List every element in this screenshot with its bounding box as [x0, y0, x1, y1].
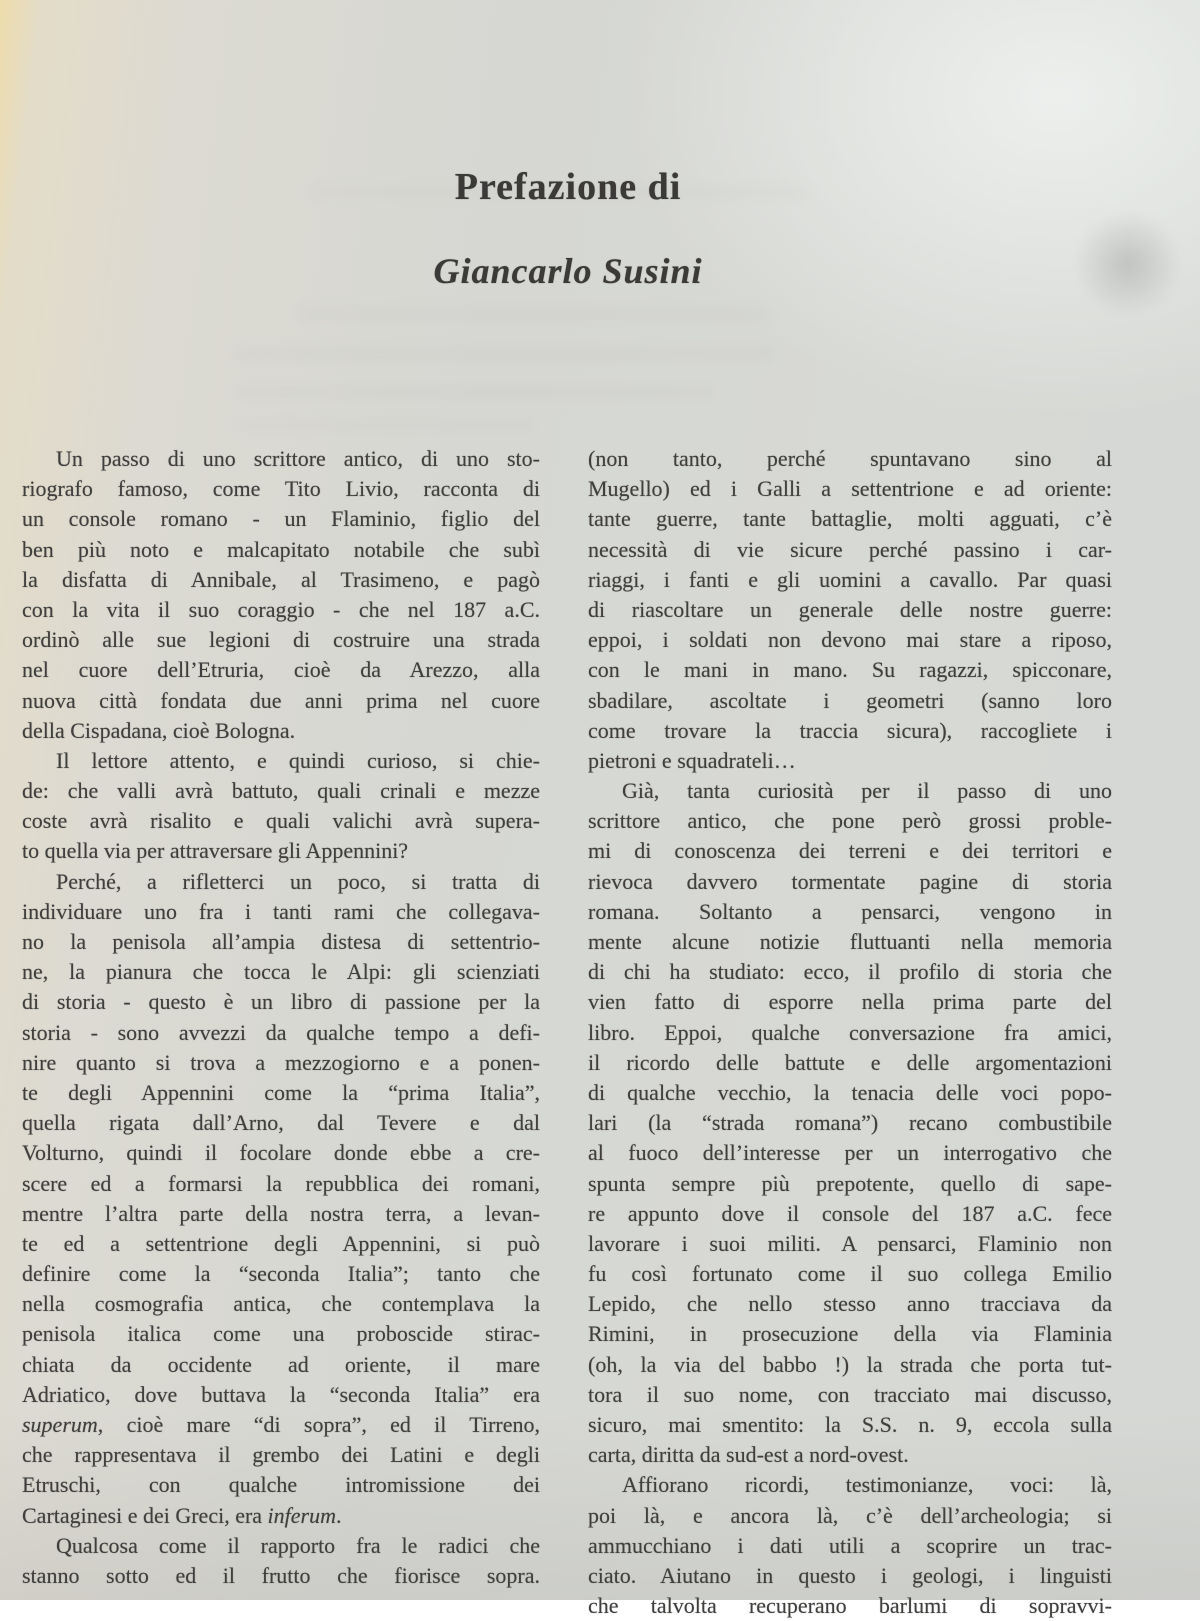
text-line: (oh, la via del babbo !) la strada che porta tut-: [588, 1351, 1112, 1377]
text-line: con la vita il suo coraggio - che nel 187 a.C.: [22, 596, 540, 622]
bleedthrough-text: [235, 386, 715, 398]
text-line: poi là, e ancora là, c’è dell’archeologia; si: [588, 1502, 1112, 1528]
text-line: individuare uno fra i tanti rami che collegava-: [22, 898, 540, 924]
text-line: lavorare i suoi militi. A pensarci, Flaminio non: [588, 1230, 1112, 1256]
text-line: Lepido, che nello stesso anno tracciava da: [588, 1291, 1112, 1317]
text-column-left: [22, 444, 540, 1621]
bleedthrough-text: [300, 308, 770, 320]
text-line: rievoca davvero tormentate pagine di storia: [588, 868, 1112, 894]
bleedthrough-text: [235, 420, 535, 431]
text-line: te degli Appennini come la “prima Italia”,: [22, 1079, 540, 1105]
text-line: nuova città fondata due anni prima nel cuore: [22, 687, 540, 713]
text-line: vien fatto di esporre nella prima parte del: [588, 989, 1112, 1015]
text-line: (non tanto, perché spuntavano sino al: [588, 446, 1112, 471]
text-line: di qualche vecchio, la tenacia delle voci popo-: [588, 1079, 1112, 1105]
text-line: definire come la “seconda Italia”; tanto che: [22, 1261, 540, 1287]
text-line: che rappresentava il grembo dei Latini e degli: [22, 1442, 540, 1468]
text-line: nel cuore dell’Etruria, cioè da Arezzo, alla: [22, 657, 540, 683]
text-line: Affiorano ricordi, testimonianze, voci: là,: [622, 1472, 1112, 1498]
text-line: carta, diritta da sud-est a nord-ovest.: [588, 1442, 909, 1468]
text-line: riaggi, i fanti e gli uomini a cavallo. Par quasi: [588, 566, 1112, 592]
text-line: lari (la “strada romana”) recano combustibile: [588, 1110, 1112, 1136]
text-line: quella rigata dall’Arno, dal Tevere e dal: [22, 1110, 540, 1136]
text-line: il ricordo delle battute e delle argomentazioni: [588, 1049, 1112, 1075]
text-line: re appunto dove il console del 187 a.C. fece: [588, 1200, 1112, 1226]
text-line: eppoi, i soldati non devono mai stare a riposo,: [588, 627, 1112, 653]
bleedthrough-text: [235, 348, 775, 360]
text-line: nella cosmografia antica, che contemplava la: [22, 1291, 540, 1317]
text-line: tora il suo nome, con tracciato mai discusso,: [588, 1381, 1112, 1407]
text-line: scere ed a formarsi la repubblica dei romani,: [22, 1170, 540, 1196]
text-line: Mugello) ed i Galli a settentrione e ad oriente:: [588, 476, 1112, 502]
text-line: Qualcosa come il rapporto fra le radici che: [56, 1532, 540, 1558]
text-line: Volturno, quindi il focolare donde ebbe a cre-: [22, 1140, 540, 1166]
text-line: di chi ha studiato: ecco, il profilo di storia che: [588, 959, 1112, 985]
text-line: Etruschi, con qualche intromissione dei: [22, 1472, 540, 1498]
text-line: scrittore antico, che pone però grossi proble-: [588, 808, 1112, 834]
text-line: storia - sono avvezzi da qualche tempo a defi-: [22, 1019, 540, 1045]
text-line: Rimini, in prosecuzione della via Flaminia: [588, 1321, 1112, 1347]
text-line: di storia - questo è un libro di passione per la: [22, 989, 540, 1015]
text-line: ordinò alle sue legioni di costruire una strada: [22, 627, 540, 653]
text-line: come trovare la traccia sicura), raccogliete i: [588, 717, 1112, 743]
text-line: necessità di vie sicure perché passino i car-: [588, 536, 1112, 562]
text-line: di riascoltare un generale delle nostre guerre:: [588, 596, 1112, 622]
text-line: che talvolta recuperano barlumi di sopravvi-: [588, 1593, 1112, 1619]
text-line: stanno sotto ed il frutto che fiorisce sopra.: [22, 1562, 540, 1588]
text-line: della Cispadana, cioè Bologna.: [22, 717, 296, 743]
page-subtitle: Giancarlo Susini: [433, 251, 703, 291]
text-line: al fuoco dell’interesse per un interrogativo che: [588, 1140, 1112, 1166]
text-line: superum, cioè mare “di sopra”, ed il Tirreno,: [22, 1412, 540, 1437]
text-line: ammucchiano i dati utili a scoprire un trac-: [588, 1532, 1112, 1558]
text-line: tante guerre, tante battaglie, molti agguati, c’è: [588, 506, 1112, 532]
text-line: no la penisola all’ampia distesa di settentrio-: [22, 929, 540, 954]
text-line: Già, tanta curiosità per il passo di uno: [622, 778, 1112, 804]
text-line: to quella via per attraversare gli Appennini?: [22, 838, 409, 864]
text-line: fu così fortunato come il suo collega Emilio: [588, 1261, 1112, 1287]
text-line: Un passo di uno scrittore antico, di uno sto-: [56, 446, 540, 471]
text-line: Cartaginesi e dei Greci, era inferum.: [22, 1502, 342, 1528]
text-line: pietroni e squadrateli…: [588, 747, 796, 773]
text-line: chiata da occidente ad oriente, il mare: [22, 1351, 540, 1377]
text-line: Il lettore attento, e quindi curioso, si chie-: [56, 747, 540, 773]
text-line: mente alcune notizie fluttuanti nella memoria: [588, 929, 1112, 954]
text-line: coste avrà risalito e quali valichi avrà supera-: [22, 808, 540, 834]
text-line: sbadilare, ascoltate i geometri (sanno loro: [588, 687, 1112, 713]
text-line: mi di conoscenza dei terreni e dei territori e: [588, 838, 1112, 864]
text-line: nire quanto si trova a mezzogiorno e a ponen-: [22, 1049, 540, 1075]
text-line: penisola italica come una proboscide stirac-: [22, 1321, 540, 1347]
text-line: ne, la pianura che tocca le Alpi: gli scienziati: [22, 959, 540, 985]
text-line: de: che valli avrà battuto, quali crinali e mezze: [22, 778, 540, 804]
text-line: ciato. Aiutano in questo i geologi, i linguisti: [588, 1562, 1112, 1588]
text-line: romana. Soltanto a pensarci, vengono in: [588, 898, 1112, 924]
text-line: un console romano - un Flaminio, figlio del: [22, 506, 540, 532]
page-title: Prefazione di: [454, 166, 682, 208]
text-line: ben più noto e malcapitato notabile che subì: [22, 536, 540, 562]
text-column-right: [588, 444, 1112, 1621]
text-line: la disfatta di Annibale, al Trasimeno, e pagò: [22, 566, 540, 592]
text-line: con le mani in mano. Su ragazzi, spicconare,: [588, 657, 1112, 683]
text-columns: [22, 444, 1112, 1621]
text-line: riografo famoso, come Tito Livio, racconta di: [22, 476, 540, 502]
text-line: te ed a settentrione degli Appennini, si può: [22, 1230, 540, 1256]
text-line: Perché, a rifletterci un poco, si tratta di: [56, 868, 540, 894]
text-line: libro. Eppoi, qualche conversazione fra amici,: [588, 1019, 1112, 1045]
text-line: spunta sempre più prepotente, quello di sape-: [588, 1170, 1112, 1196]
text-line: sicuro, mai smentito: la S.S. n. 9, eccola sulla: [588, 1412, 1112, 1437]
text-line: mentre l’altra parte della nostra terra, a levan-: [22, 1200, 540, 1226]
text-line: Adriatico, dove buttava la “seconda Italia” era: [22, 1381, 540, 1407]
